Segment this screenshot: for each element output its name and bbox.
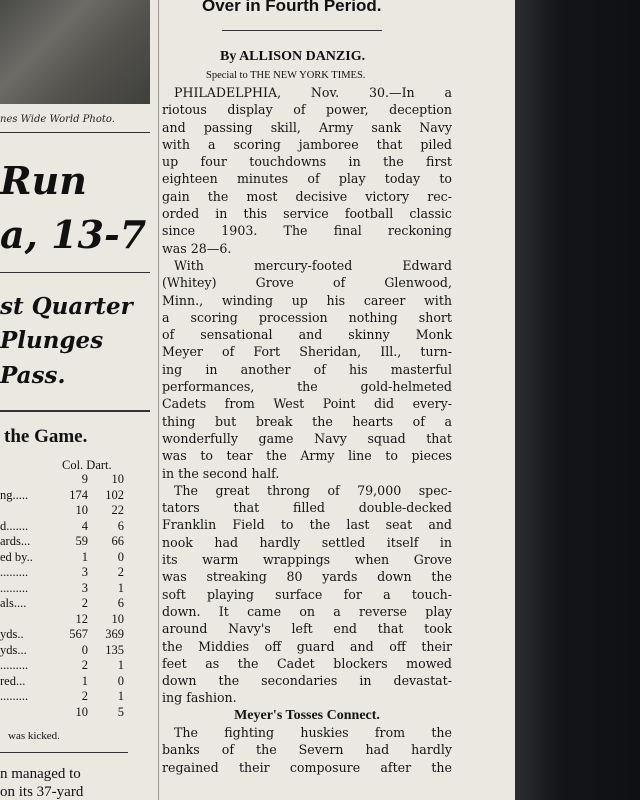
stat-col-value: 567 — [69, 627, 88, 641]
stat-col-value: 0 — [81, 642, 88, 657]
left-text-line: on its 37-yard — [0, 784, 84, 800]
stat-label: ......... — [0, 580, 29, 595]
stat-label: ......... — [0, 565, 29, 579]
stat-col-value: 174 — [69, 487, 88, 502]
stats-row — [0, 550, 128, 566]
article-line: eighteen minutes of play today to — [162, 171, 452, 187]
article-line: Cadets from West Point did every- — [162, 396, 452, 412]
article-line: down the secondaries in devastat- — [162, 673, 452, 689]
article-top-heading: Over in Fourth Period. — [202, 0, 382, 15]
stat-dart-value: 6 — [117, 518, 124, 533]
article-line: its warm wrappings when Grove — [162, 552, 452, 568]
stat-label: ......... — [0, 689, 29, 703]
stat-col-value: 59 — [75, 534, 88, 548]
article-line: was streaking 80 yards down the — [162, 569, 452, 585]
article-line: was to tear the Army line to pieces — [162, 448, 452, 464]
stats-row — [0, 565, 128, 581]
stats-column-header: Col. Dart. — [62, 458, 112, 472]
divider-rule — [0, 272, 150, 273]
article-line: riotous display of power, deception — [162, 102, 452, 118]
stat-label: d....... — [0, 518, 29, 533]
stats-table — [0, 472, 128, 720]
stat-col-value: 12 — [75, 611, 88, 626]
stat-col-value: 9 — [81, 472, 88, 486]
stat-col-value: 2 — [81, 689, 88, 703]
article-line: (Whitey) Grove of Glenwood, — [162, 275, 452, 291]
article-line: banks of the Severn had hardly — [162, 742, 452, 758]
article-line: The fighting huskies from the — [174, 724, 452, 740]
article-line: soft playing surface for a touch- — [162, 586, 452, 602]
divider-rule — [0, 410, 150, 412]
article-line: a scoring procession nothing short — [162, 309, 452, 325]
stats-row — [0, 658, 128, 674]
column-divider — [158, 0, 159, 800]
article-line: ing fashion. — [162, 690, 237, 706]
article-line: PHILADELPHIA, Nov. 30.—In a — [174, 85, 452, 100]
stat-dart-value: 1 — [117, 689, 124, 703]
article-line: orded in this service football classic — [162, 206, 452, 222]
article-line: tators that filled double-decked — [162, 500, 452, 516]
stat-label: ards... — [0, 534, 31, 548]
article-line: down. It came on a reverse play — [162, 603, 452, 619]
stat-dart-value: 10 — [111, 472, 124, 486]
left-text-line: n managed to — [0, 766, 81, 782]
article-line: Meyer of Fort Sheridan, Ill., turn- — [162, 344, 452, 360]
article-byline: By ALLISON DANZIG. — [220, 49, 366, 64]
game-stats-heading: the Game. — [4, 426, 88, 447]
stat-dart-value: 6 — [117, 596, 124, 610]
deck-line-3: Pass. — [0, 362, 66, 389]
stat-col-value: 2 — [81, 658, 88, 672]
stat-col-value: 1 — [81, 549, 88, 564]
article-line: performances, the gold-helmeted — [162, 379, 452, 395]
stat-label: yds... — [0, 642, 27, 657]
stat-dart-value: 135 — [105, 642, 124, 657]
stat-dart-value: 369 — [105, 627, 124, 641]
article-line: of sensational and skinny Monk — [162, 327, 452, 343]
stat-dart-value: 0 — [117, 549, 124, 564]
stat-col-value: 10 — [75, 704, 88, 719]
news-photo — [0, 0, 150, 104]
stats-footnote: was kicked. — [8, 730, 60, 742]
stat-dart-value: 102 — [105, 487, 124, 502]
article-line: feet as the Cadet blockers mowed — [162, 655, 452, 671]
stats-row — [0, 519, 128, 535]
article-line: wonderfully game Navy squad that — [162, 430, 452, 446]
article-line: regained their composure after the — [162, 759, 452, 775]
stats-row — [0, 627, 128, 643]
deck-line-2: Plunges — [0, 327, 104, 354]
stats-row — [0, 689, 128, 705]
stat-label: ......... — [0, 658, 29, 672]
article-line: up four touchdowns in the first — [162, 154, 452, 170]
stat-dart-value: 5 — [117, 704, 124, 719]
stat-label: yds.. — [0, 627, 24, 641]
stats-row — [0, 612, 128, 628]
article-line: in the second half. — [162, 465, 280, 481]
stat-label: red... — [0, 673, 26, 688]
stats-row — [0, 596, 128, 612]
headline-score: a, 13-7 — [0, 212, 147, 257]
article-line: with a scoring jamboree that piled — [162, 136, 452, 152]
stat-dart-value: 22 — [111, 503, 124, 517]
divider-rule — [222, 30, 382, 31]
article-line: gain the most decisive victory rec- — [162, 188, 452, 204]
article-subheading: Meyer's Tosses Connect. — [234, 707, 380, 723]
stat-col-value: 3 — [81, 565, 88, 579]
stats-row — [0, 472, 128, 488]
divider-rule — [0, 752, 128, 753]
stats-row — [0, 488, 128, 504]
photo-credit: nes Wide World Photo. — [0, 114, 115, 125]
stats-row — [0, 581, 128, 597]
article-line: ing in another of his masterful — [162, 361, 452, 377]
stats-row — [0, 643, 128, 659]
stat-label: ng..... — [0, 487, 29, 502]
background-shadow — [515, 0, 640, 800]
stat-col-value: 2 — [81, 596, 88, 610]
article-line: since 1903. The final reckoning — [162, 223, 452, 239]
stat-label: ed by.. — [0, 549, 33, 564]
stat-dart-value: 0 — [117, 673, 124, 688]
article-line: Franklin Field to the last seat and — [162, 517, 452, 533]
article-line: With mercury-footed Edward — [174, 257, 452, 273]
stats-row — [0, 503, 128, 519]
article-line: was 28—6. — [162, 240, 232, 256]
article-line: Minn., winding up his career with — [162, 292, 452, 308]
article-line: nook had hardly settled itself in — [162, 534, 452, 550]
headline-run: Run — [0, 158, 87, 203]
stat-col-value: 10 — [75, 503, 88, 517]
article-line: and passing skill, Army sank Navy — [162, 119, 452, 135]
deck-line-1: st Quarter — [0, 293, 133, 320]
stats-row — [0, 674, 128, 690]
article-line: The great throng of 79,000 spec- — [174, 482, 452, 498]
stats-row — [0, 705, 128, 721]
divider-rule — [0, 132, 150, 133]
stats-row — [0, 534, 128, 550]
stat-label: als.... — [0, 596, 27, 610]
article-line: the Middies off guard and off their — [162, 638, 452, 654]
stat-dart-value: 66 — [111, 534, 124, 548]
article-line: thing but break the hearts of a — [162, 413, 452, 429]
article-body — [162, 84, 452, 776]
stat-dart-value: 2 — [117, 565, 124, 579]
article-dateline-credit: Special to THE NEW YORK TIMES. — [206, 70, 366, 81]
stat-dart-value: 1 — [117, 658, 124, 672]
stat-col-value: 1 — [81, 673, 88, 688]
stat-col-value: 3 — [81, 580, 88, 595]
stat-col-value: 4 — [81, 518, 88, 533]
article-line: around Navy's left end that took — [162, 621, 452, 637]
stat-dart-value: 10 — [111, 611, 124, 626]
stat-dart-value: 1 — [117, 580, 124, 595]
